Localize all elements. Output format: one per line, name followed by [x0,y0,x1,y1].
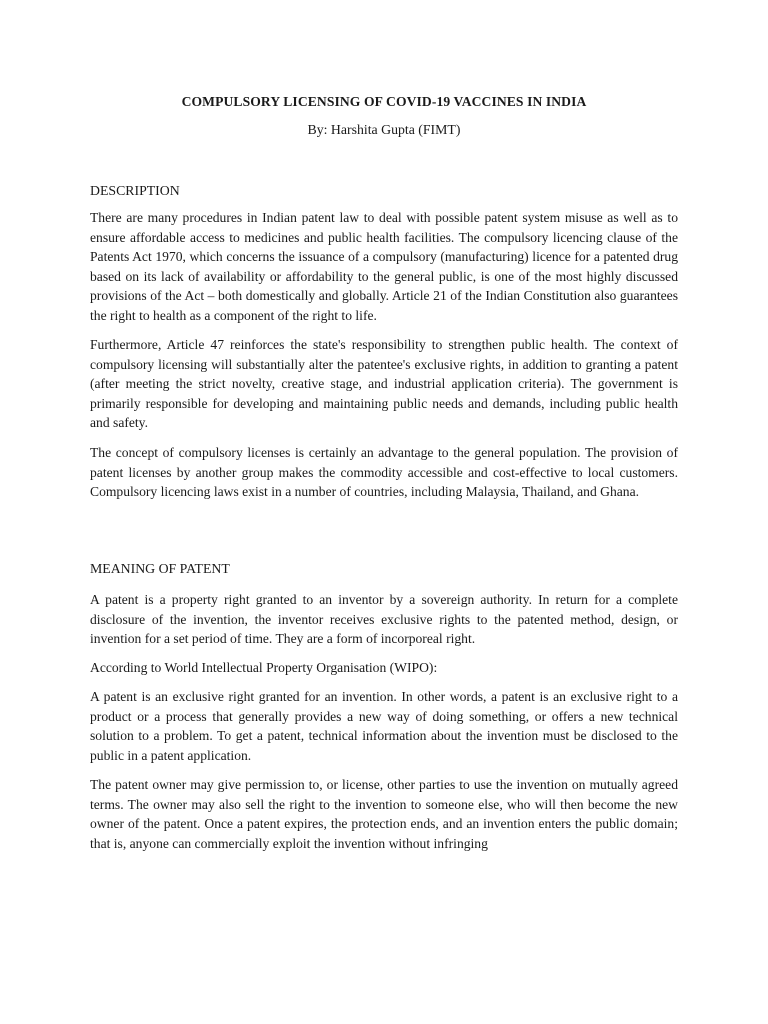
section-heading-meaning-of-patent: MEANING OF PATENT [90,561,230,576]
meaning-paragraph-1: A patent is a property right granted to an inventor by a sovereign authority. In return for a complete disclosure of the invention, the inventor receives exclusive rights to the patented method, design, or invention for a set period of time. They are a form of incorporeal right. [90,592,678,646]
description-paragraph-1: There are many procedures in Indian patent law to deal with possible patent system misuse as well as to ensure affordable access to medicines and public health facilities. The compulsory licencing clause of the Patents Act 1970, which concerns the issuance of a compulsory (manufacturing) licence for a patented drug based on its lack of availability or affordability to the general public, is one of the most highly discussed provisions of the Act – both domestically and globally. Article 21 of the Indian Constitution also guarantees the right to health as a component of the right to life. [90,210,678,323]
document-title: COMPULSORY LICENSING OF COVID-19 VACCINES IN INDIA [181,94,587,109]
document-author: By: Harshita Gupta (FIMT) [307,122,461,137]
description-paragraph-2: Furthermore, Article 47 reinforces the state's responsibility to strengthen public health. The context of compulsory licensing will substantially alter the patentee's exclusive rights, in addition to granting a patent (after meeting the strict novelty, creative stage, and industrial application criteria). The government is primarily responsible for developing and maintaining public needs and demands, including public health and safety. [90,337,678,430]
section-heading-description: DESCRIPTION [90,183,180,198]
meaning-paragraph-2: According to World Intellectual Property Organisation (WIPO): [90,660,438,675]
meaning-paragraph-4: The patent owner may give permission to, or license, other parties to use the invention on mutually agreed terms. The owner may also sell the right to the invention to someone else, who will then become the new owner of the patent. Once a patent expires, the protection ends, and an invention enters the public domain; that is, anyone can commercially exploit the invention without infringing [90,777,678,851]
meaning-paragraph-3: A patent is an exclusive right granted for an invention. In other words, a patent is an exclusive right to a product or a process that generally provides a new way of doing something, or offers a new technical solution to a problem. To get a patent, technical information about the invention must be disclosed to the public in a patent application. [90,689,678,763]
description-paragraph-3: The concept of compulsory licenses is certainly an advantage to the general population. The provision of patent licenses by another group makes the commodity accessible and cost-effective to local customers. Compulsory licencing laws exist in a number of countries, including Malaysia, Thailand, and Ghana. [90,445,678,499]
